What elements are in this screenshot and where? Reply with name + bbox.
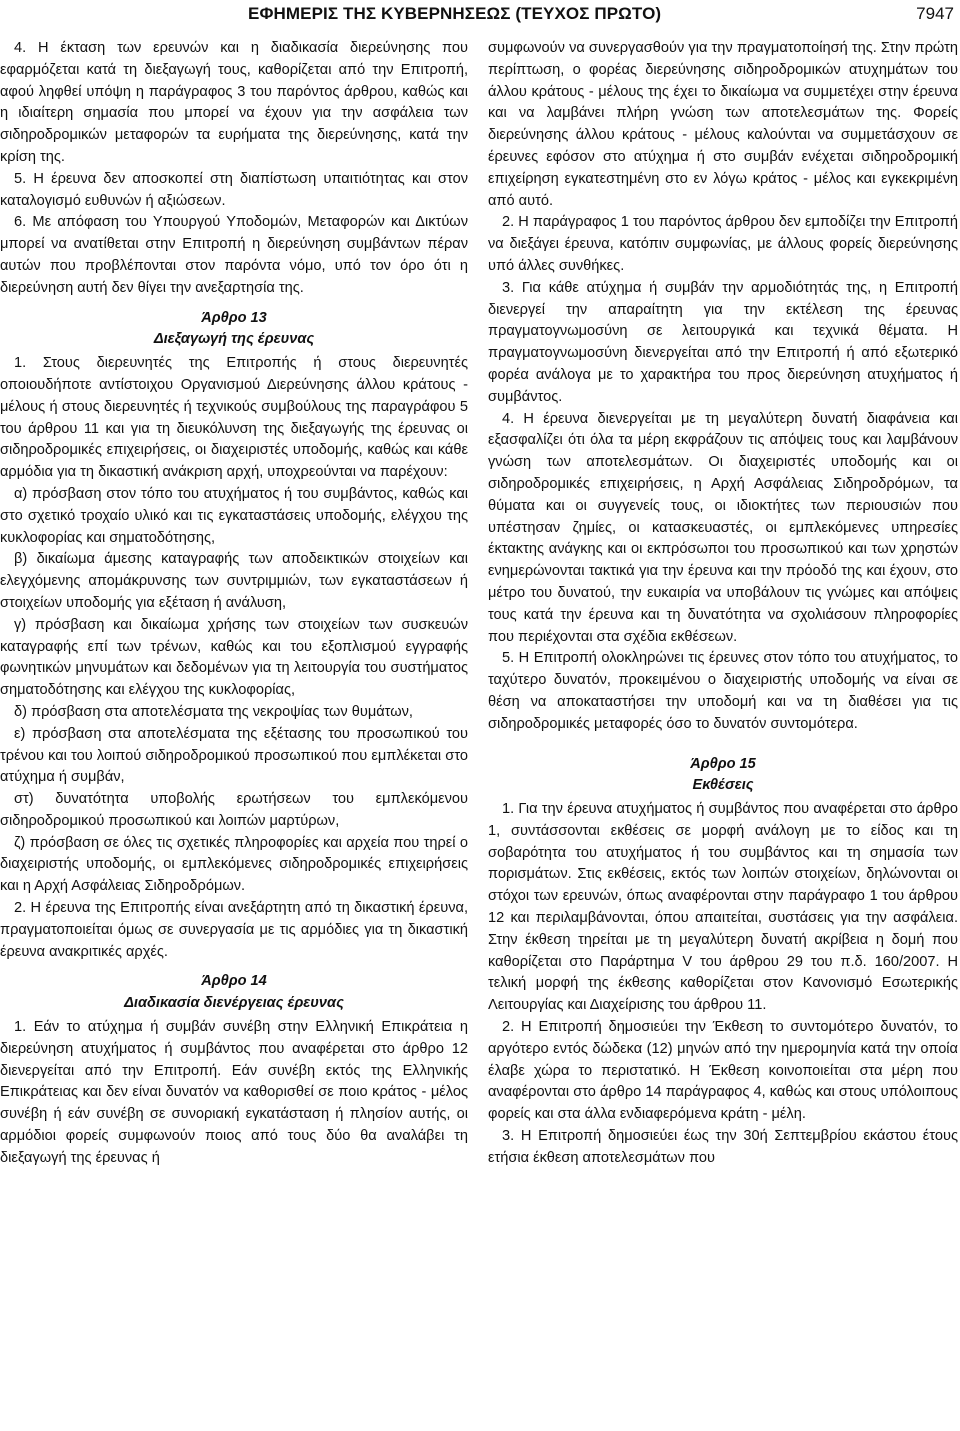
article-title: Διαδικασία διενέργειας έρευνας: [124, 995, 344, 1012]
paragraph: 5. Η Επιτροπή ολοκληρώνει τις έρευνες στον τόπο του ατυχήματος, το ταχύτερο δυνατόν, προκειμένου ο διαχειριστής υποδομής να είναι σε θέση να αποκαταστήσει την υποδομή και να τη διαθέσει για τις σιδηροδρομικές μεταφορές όσο το δυνατόν συντομότερα.: [488, 650, 958, 732]
article-number: Άρθρο 13: [201, 309, 267, 326]
right-column: [488, 38, 958, 1170]
paragraph: ε) πρόσβαση στα αποτελέσματα της εξέτασης του προσωπικού του τρένου και του λοιπού σιδηροδρομικού προσωπικού που εμπλέκεται στο ατύχημα ή συμβάν,: [0, 725, 468, 786]
paragraph: 5. Η έρευνα δεν αποσκοπεί στη διαπίστωση υπαιτιότητας και στον καταλογισμό ευθυνών ή αξιώσεων.: [0, 170, 468, 209]
paragraph: 6. Με απόφαση του Υπουργού Υποδομών, Μεταφορών και Δικτύων μπορεί να ανατίθεται στην Επιτροπή η διερεύνηση συμβάντων πέραν αυτών που προβλέπονται στον παρόντα νόμο, υπό τον όρο ότι η διερεύνηση αυτή δεν θίγει την ανεξαρτησία της.: [0, 214, 468, 296]
paragraph: α) πρόσβαση στον τόπο του ατυχήματος ή του συμβάντος, καθώς και στο σχετικό τροχαίο υλικό και τις εγκαταστάσεις υποδομής, ελέγχου της κυκλοφορίας και σηματοδότησης,: [0, 485, 468, 546]
article-number: Άρθρο 14: [201, 973, 267, 990]
paragraph: γ) πρόσβαση και δικαίωμα χρήσης των στοιχείων των συσκευών καταγραφής επί των τρένων, καθώς και του εξοπλισμού εγγραφής φωνητικών μηνυμάτων και δεδομένων για τη λειτουργία του συστήματος σηματοδότησης και ελέγχου της κυκλοφορίας,: [0, 616, 468, 699]
paragraph: 3. Για κάθε ατύχημα ή συμβάν την αρμοδιότητάς της, η Επιτροπή διενεργεί την απαραίτητη για την εκτέλεση της έρευνας πραγματογνωμοσύνη σε λειτουργικά και τεχνικά θέματα. Η πραγματογνωμοσύνη διενεργείται από την Επιτροπή ή από εξωτερικό φορέα ανάλογα με το χαρακτήρα του προς διερεύνηση ατυχήματος ή συμβάντος.: [488, 279, 958, 405]
paragraph: 2. Η Επιτροπή δημοσιεύει την Έκθεση το συντομότερο δυνατόν, το αργότερο εντός δώδεκα (12) μηνών από την ημερομηνία κατά την οποία έλαβε χώρα το περιστατικό. Η Έκθεση κοινοποιείται στα μέρη που αναφέρονται στο άρθρο 14 παράγραφος 4, καθώς και στους υπόλοιπους φορείς και στα άλλα ενδιαφερόμενα κράτη - μέλη.: [488, 1019, 958, 1123]
page-header: [0, 4, 960, 28]
article-number: Άρθρο 15: [690, 755, 756, 772]
paragraph: συμφωνούν να συνεργασθούν για την πραγματοποίησή της. Στην πρώτη περίπτωση, ο φορέας διερεύνησης σιδηροδρομικών ατυχημάτων του άλλου κράτους - μέλους της έχει το δικαίωμα να συμμετέχει στην έρευνα και να λαμβάνει πλήρη γνώση των αποτελεσμάτων της. Φορείς διερεύνησης άλλου κράτους - μέλους καλούνται να συμμετάσχουν σε έρευνες εφόσον στο ατύχημα ή στο συμβάν ενέχεται σιδηροδρομική επιχείρηση εγκατεστημένη στο εν λόγω κράτος - μέλος και εγκεκριμένη από αυτό.: [488, 40, 958, 209]
paragraph: 3. Η Επιτροπή δημοσιεύει έως την 30ή Σεπτεμβρίου εκάστου έτους ετήσια έκθεση αποτελεσμάτων που: [488, 1128, 958, 1166]
paragraph: 2. Η παράγραφος 1 του παρόντος άρθρου δεν εμποδίζει την Επιτροπή να διεξάγει έρευνα, κατόπιν συμφωνίας, με άλλους φορείς διερεύνησης υπό άλλες συνθήκες.: [488, 214, 958, 274]
paragraph: 1. Εάν το ατύχημα ή συμβάν συνέβη στην Ελληνική Επικράτεια η διερεύνηση ατυχήματος ή συμβάντος που αναφέρεται στο άρθρο 12 διενεργείται από την Επιτροπή. Εάν συνέβη εκτός της Ελληνικής Επικράτειας και δεν είναι δυνατόν να καθορισθεί σε ποιο κράτος - μέλος συνέβη ή εάν συνέβη σε συνοριακή εγκατάσταση ή πλησίον αυτής, οι αρμόδιοι φορείς συμφωνούν ποιος από τους δύο θα αναλάβει τη διεξαγωγή της έρευνας ή: [0, 1019, 468, 1166]
article-title: Διεξαγωγή της έρευνας: [153, 331, 315, 348]
paragraph: δ) πρόσβαση στα αποτελέσματα της νεκροψίας των θυμάτων,: [14, 703, 413, 720]
article-14-heading: [0, 971, 468, 1015]
paragraph: 1. Για την έρευνα ατυχήματος ή συμβάντος που αναφέρεται στο άρθρο 1, συντάσσονται εκθέσεις σε μορφή ανάλογη με το είδος και τη σοβαρότητα του ατυχήματος ή του συμβάντος και τη σημασία των πορισμάτων. Στις εκθέσεις, εκτός των λοιπών στοιχείων, δηλώνονται οι στόχοι των ερευνών, όπως αναφέρονται στην παράγραφο 1 του άρθρου 12 και περιλαμβάνονται, όπου απαιτείται, συστάσεις για την ασφάλεια. Στην έκθεση τηρείται με τη μεγαλύτερη δυνατή ακρίβεια η δομή που καθορίζεται στο Παράρτημα V του άρθρου 29 του π.δ. 160/2007. Η τελική μορφή της έκθεσης καθορίζεται στον Κανονισμό Εσωτερικής Λειτουργίας και Διαχείρισης του άρθρου 11.: [488, 801, 958, 1014]
paragraph: 1. Στους διερευνητές της Επιτροπής ή στους διερευνητές οποιουδήποτε αντίστοιχου Οργανισμού Διερεύνησης άλλου κράτους - μέλους ή στους διερευνητές ή τεχνικούς συμβούλους της παραγράφου 5 του άρθρου 11 και για τη διευκόλυνση της διεξαγωγής της έρευνας οι σιδηροδρομικές επιχειρήσεις, οι διαχειριστές υποδομής, καθώς και κάθε αρμόδια για τη δικαστική ανάκριση αρχή, υποχρεούνται να παρέχουν:: [0, 355, 468, 481]
article-title: Εκθέσεις: [692, 777, 754, 794]
paragraph: 2. Η έρευνα της Επιτροπής είναι ανεξάρτητη από τη δικαστική έρευνα, πραγματοποιείται όμως σε συνεργασία με τις αρμόδιες για τη δικαστική έρευνα ανακριτικές αρχές.: [0, 900, 468, 960]
article-13-heading: [0, 308, 468, 352]
page-number: 7947: [916, 4, 954, 23]
paragraph: 4. Η έρευνα διενεργείται με τη μεγαλύτερη δυνατή διαφάνεια και εξασφαλίζει ότι όλα τα μέρη εκφράζουν τις απόψεις τους και λαμβάνουν γνώση των αποτελεσμάτων. Οι διαχειριστές υποδομής και οι σιδηροδρομικές επιχειρήσεις, η Αρχή Ασφάλειας Σιδηροδρόμων, τα θύματα και οι συγγενείς τους, οι ιδιοκτήτες των περιουσιών που υπέστησαν ζημίες, οι κατασκευαστές, οι εμπλεκόμενες υπηρεσίες έκτακτης ανάγκης και οι εκπρόσωποι του προσωπικού και των χρηστών ενημερώνονται τακτικά για την έρευνα και την πρόοδό της και έχουν, στο μέτρο του δυνατού, την ευκαιρία να υποβάλουν τις γνώμες και απόψεις τους κατά την έρευνα και τη δυνατότητα να σχολιάσουν πληροφορίες που περιέχονται στα σχέδια εκθέσεων.: [488, 410, 958, 645]
paragraph: 4. Η έκταση των ερευνών και η διαδικασία διερεύνησης που εφαρμόζεται κατά τη διεξαγωγή τους, καθορίζεται από την Επιτροπή, αφού ληφθεί υπόψη η παράγραφος 3 του παρόντος άρθρου, καθώς και η ιδιαίτερη σημασία που μπορεί να έχουν για την ασφάλεια των σιδηροδρομικών μεταφορών τα ευρήματα της διερεύνησης, κατά την κρίση της.: [0, 40, 468, 165]
article-15-heading: [488, 754, 958, 798]
left-column: [0, 38, 468, 1170]
paragraph: στ) δυνατότητα υποβολής ερωτήσεων του εμπλεκόμενου σιδηροδρομικού προσωπικού και λοιπών μαρτύρων,: [0, 791, 468, 829]
paragraph: ζ) πρόσβαση σε όλες τις σχετικές πληροφορίες και αρχεία που τηρεί ο διαχειριστής υποδομής, οι εμπλεκόμενες σιδηροδρομικές επιχειρήσεις και η Αρχή Ασφάλειας Σιδηροδρόμων.: [0, 834, 468, 895]
paragraph: β) δικαίωμα άμεσης καταγραφής των αποδεικτικών στοιχείων και ελεγχόμενης απομάκρυνσης των συντριμμιών, των εγκαταστάσεων ή στοιχείων υποδομής για εξέταση ή ανάλυση,: [0, 551, 468, 611]
gazette-title: ΕΦΗΜΕΡΙΣ ΤΗΣ ΚΥΒΕΡΝΗΣΕΩΣ (ΤΕΥΧΟΣ ΠΡΩΤΟ): [248, 4, 662, 23]
